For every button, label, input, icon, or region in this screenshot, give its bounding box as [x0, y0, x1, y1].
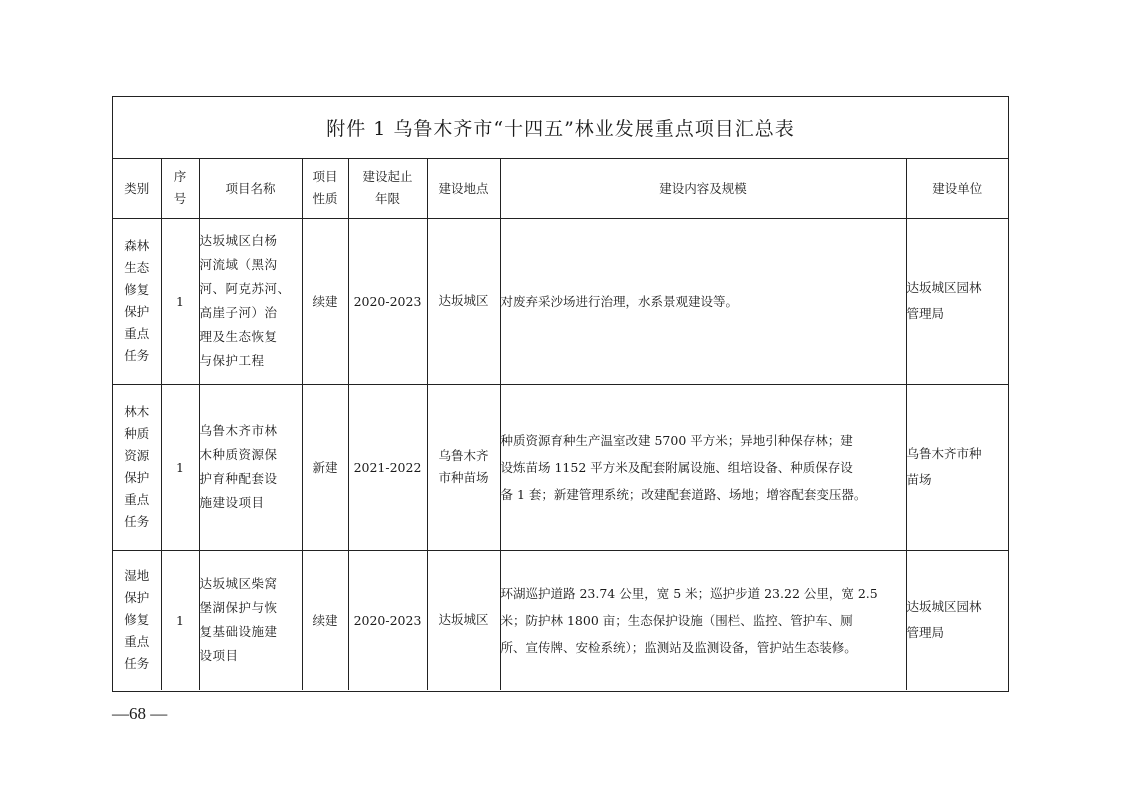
row-nature: 续建 [302, 550, 348, 690]
row-seq: 1 [161, 218, 199, 384]
row-period: 2020-2023 [348, 550, 427, 690]
row-location: 达坂城区 [427, 550, 500, 690]
row-location: 达坂城区 [427, 218, 500, 384]
row-category: 林木 种质 资源 保护 重点 任务 [113, 384, 161, 550]
row-category: 湿地 保护 修复 重点 任务 [113, 550, 161, 690]
table-row [113, 384, 1008, 550]
row-unit: 达坂城区园林 管理局 [906, 550, 1008, 690]
row-content: 种质资源育种生产温室改建 5700 平方米；异地引种保存林；建 设炼苗场 1152 平方米及配套附属设施、组培设备、种质保存设 备 1 套；新建管理系统；改建配套道路、场地；增容配套变压器。 [500, 384, 906, 550]
row-period: 2021-2022 [348, 384, 427, 550]
page-number: —68 — [112, 704, 168, 723]
row-project-name: 达坂城区白杨 河流域（黑沟 河、阿克苏河、 高崖子河）治 理及生态恢复 与保护工程 [199, 218, 302, 384]
row-category: 森林 生态 修复 保护 重点 任务 [113, 218, 161, 384]
header-category: 类别 [113, 158, 161, 218]
row-seq: 1 [161, 550, 199, 690]
header-location: 建设地点 [427, 158, 500, 218]
project-table [113, 158, 1008, 690]
header-seq: 序 号 [161, 158, 199, 218]
header-content: 建设内容及规模 [500, 158, 906, 218]
row-content: 对废弃采沙场进行治理，水系景观建设等。 [500, 218, 906, 384]
row-project-name: 乌鲁木齐市林 木种质资源保 护育种配套设 施建设项目 [199, 384, 302, 550]
table-title: 附件 1 乌鲁木齐市“十四五”林业发展重点项目汇总表 [113, 97, 1008, 159]
table-row [113, 218, 1008, 384]
row-nature: 续建 [302, 218, 348, 384]
table-row [113, 550, 1008, 690]
row-unit: 达坂城区园林 管理局 [906, 218, 1008, 384]
header-period: 建设起止 年限 [348, 158, 427, 218]
row-project-name: 达坂城区柴窝 堡湖保护与恢 复基础设施建 设项目 [199, 550, 302, 690]
header-row [113, 158, 1008, 218]
header-nature: 项目 性质 [302, 158, 348, 218]
row-period: 2020-2023 [348, 218, 427, 384]
header-unit: 建设单位 [906, 158, 1008, 218]
row-location: 乌鲁木齐 市种苗场 [427, 384, 500, 550]
row-seq: 1 [161, 384, 199, 550]
table-frame [112, 96, 1009, 692]
row-unit: 乌鲁木齐市种 苗场 [906, 384, 1008, 550]
row-nature: 新建 [302, 384, 348, 550]
row-content: 环湖巡护道路 23.74 公里，宽 5 米；巡护步道 23.22 公里，宽 2.5 米；防护林 1800 亩；生态保护设施（围栏、监控、管护车、厕 所、宣传牌、安检系统）；监测站及监测设备，管护站生态装修。 [500, 550, 906, 690]
header-name: 项目名称 [199, 158, 302, 218]
